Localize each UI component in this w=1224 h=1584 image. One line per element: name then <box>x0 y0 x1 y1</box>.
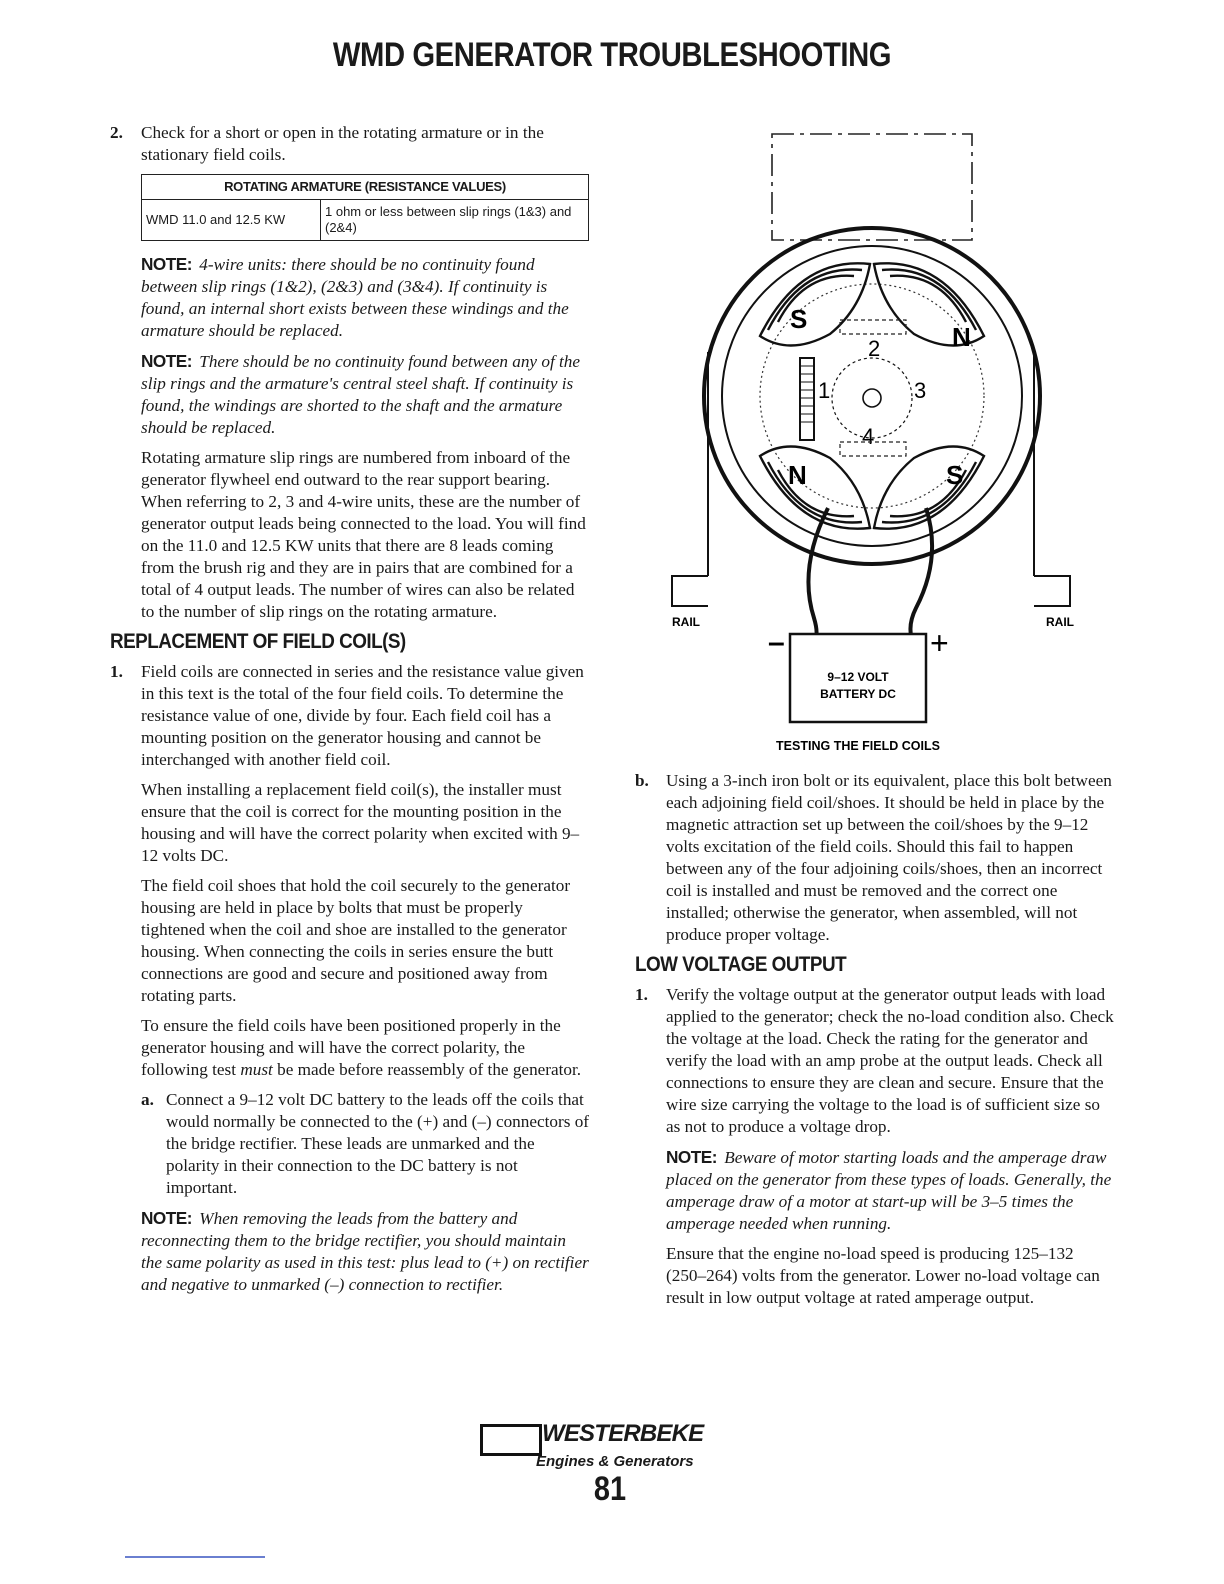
slip-ring-label-4: 4 <box>862 424 875 449</box>
pole-label-n-bottom: N <box>788 460 807 490</box>
step-number: 1. <box>110 662 123 681</box>
brand-name: WESTERBEKE <box>542 1420 704 1447</box>
step-letter: b. <box>635 771 649 790</box>
no-load-speed-paragraph: Ensure that the engine no-load speed is producing 125–132 (250–264) volts from the generator. Lower no-load voltage can result in low output voltage at rated amperage output. <box>666 1244 1100 1307</box>
slip-rings-paragraph: Rotating armature slip rings are numbered from inboard of the generator flywheel end outward to the rear support bearing. When referring to 2, 3 and 4-wire units, these are the number of generator output leads being connected to the load. You will find on the 11.0 and 12.5 KW units that there are 8 leads coming from the brush rig and they are in pairs that are combined for a total of 4 output leads. The number of wires can also be related to the number of slip rings on the rotating armature. <box>141 448 586 621</box>
battery-label-line1: 9–12 VOLT <box>827 670 889 684</box>
slip-ring-label-2: 2 <box>868 336 881 361</box>
rail-label-left: RAIL <box>672 615 700 629</box>
rail-label-right: RAIL <box>1046 615 1074 629</box>
figure-caption: TESTING THE FIELD COILS <box>776 739 940 753</box>
generator-housing-outer <box>704 228 1040 564</box>
resistance-table <box>141 174 589 241</box>
westerbeke-logo-icon <box>480 1424 542 1456</box>
footer-rule <box>125 1556 265 1558</box>
note-label: NOTE: <box>141 1208 192 1228</box>
step-1 <box>110 661 590 771</box>
left-column <box>110 122 590 1304</box>
polarity-test-paragraph <box>110 1015 590 1081</box>
right-column <box>635 770 1115 1317</box>
installation-paragraph: When installing a replacement field coil(s), the installer must ensure that the coil is correct for the mounting position in the housing and will have the correct polarity when excited with 9–12 volts DC. <box>141 780 580 865</box>
step-text: Connect a 9–12 volt DC battery to the leads off the coils that would normally be connected to the (+) and (–) connectors of the bridge rectifier. These leads are unmarked and the polarity in their connection to the DC battery is not important. <box>166 1090 590 1197</box>
note-text: There should be no continuity found between any of the slip rings and the armature's central steel shaft. If continuity is found, the windings are shorted to the shaft and the armature should be replaced. <box>141 352 581 437</box>
shaft <box>863 389 881 407</box>
step-text: Verify the voltage output at the generator output leads with load applied to the generator; check the no-load condition also. Check the voltage at the load. Check the rating for the generator and verify the load with an amp probe at the output leads. Check all connections to ensure they are clean and secure. Ensure that the wire size carrying the voltage to the load is of sufficient size so as not to produce a voltage drop. <box>666 985 1114 1136</box>
note-label: NOTE: <box>666 1147 717 1167</box>
note-label: NOTE: <box>141 351 192 371</box>
note-shaft <box>110 350 590 439</box>
slip-ring-label-1: 1 <box>818 378 831 403</box>
table-row <box>142 200 589 241</box>
step-text: Field coils are connected in series and the resistance value given in this text is the total of the four field coils. To determine the resistance value of one, divide by four. Each field coil has a mounting position on the generator housing and cannot be interchanged with another field coil. <box>141 662 584 769</box>
text-run: be made before reassembly of the generator. <box>272 1060 582 1079</box>
note-label: NOTE: <box>141 254 192 274</box>
dashed-connector-top <box>840 320 906 334</box>
battery-minus-sign: – <box>768 626 785 659</box>
table-cell-model: WMD 11.0 and 12.5 KW <box>142 200 321 241</box>
note-polarity <box>110 1207 590 1296</box>
step-text: Check for a short or open in the rotating armature or in the stationary field coils. <box>141 123 544 164</box>
field-coil-top-left <box>760 263 870 345</box>
dashed-box <box>772 134 972 240</box>
note-motor-loads <box>635 1146 1115 1235</box>
field-coil-test-diagram <box>650 106 1110 766</box>
text-run: To ensure the field coils have been positioned properly in the generator housing and will have the correct polarity, the following test <box>141 1016 561 1079</box>
note-text: Beware of motor starting loads and the amperage draw placed on the generator from these types of loads. Generally, the amperage draw of a motor at start-up will be 3–5 times the amperage needed when running. <box>666 1148 1112 1233</box>
field-coil-bottom-left <box>760 446 870 528</box>
coil-shoes-paragraph: The field coil shoes that hold the coil securely to the generator housing are held in place by bolts that must be properly tightened when the coil and shoe are installed to the generator housing. When connecting the coils in series ensure the butt connections are good and secure and positioned away from rotating parts. <box>141 876 571 1005</box>
table-header: ROTATING ARMATURE (RESISTANCE VALUES) <box>142 175 589 200</box>
pole-label-s-top: S <box>790 304 808 334</box>
page-title: WMD GENERATOR TROUBLESHOOTING <box>332 36 892 74</box>
footer <box>470 1418 770 1518</box>
step-1-voltage <box>635 984 1115 1138</box>
iron-bolt <box>800 358 814 440</box>
generator-housing-inner <box>722 246 1022 546</box>
battery-lead-negative <box>808 508 828 644</box>
step-a <box>110 1089 590 1199</box>
brand-tagline: Engines & Generators <box>536 1453 694 1470</box>
section-heading-field-coils: REPLACEMENT OF FIELD COIL(S) <box>110 630 406 653</box>
pole-label-s-bottom: S <box>946 460 964 490</box>
emphasis: must <box>240 1060 273 1079</box>
step-letter: a. <box>141 1090 154 1109</box>
pole-label-n-top: N <box>952 322 971 352</box>
step-number: 2. <box>110 123 123 142</box>
step-b <box>635 770 1115 946</box>
step-2 <box>110 122 590 166</box>
step-number: 1. <box>635 985 648 1004</box>
table-cell-value: 1 ohm or less between slip rings (1&3) and (2&4) <box>321 200 589 241</box>
slip-ring-label-3: 3 <box>914 378 927 403</box>
note-text: 4-wire units: there should be no continuity found between slip rings (1&2), (2&3) and (3&4). If continuity is found, an internal short exists between these windings and the armature should be replaced. <box>141 255 569 340</box>
note-4-wire <box>110 253 590 342</box>
battery-lead-positive <box>910 508 932 644</box>
note-text: When removing the leads from the battery and reconnecting them to the bridge rectifier, you should maintain the same polarity as used in this test: plus lead to (+) on rectifier and negative to unmarked (–) connection to rectifier. <box>141 1209 589 1294</box>
section-heading-low-voltage: LOW VOLTAGE OUTPUT <box>635 953 847 976</box>
battery-label-line2: BATTERY DC <box>820 687 896 701</box>
page-number: 81 <box>593 1470 627 1508</box>
battery-plus-sign: + <box>930 625 949 661</box>
step-text: Using a 3-inch iron bolt or its equivalent, place this bolt between each adjoining field coil/shoes. It should be held in place by the magnetic attraction set up between the coil/shoes by the 9–12 volts excitation of the field coils. Should this fail to happen between any of the four adjoining coils/shoes, then an incorrect coil is installed and must be removed and the correct one installed; otherwise the generator, when assembled, will not produce proper voltage. <box>666 771 1112 944</box>
